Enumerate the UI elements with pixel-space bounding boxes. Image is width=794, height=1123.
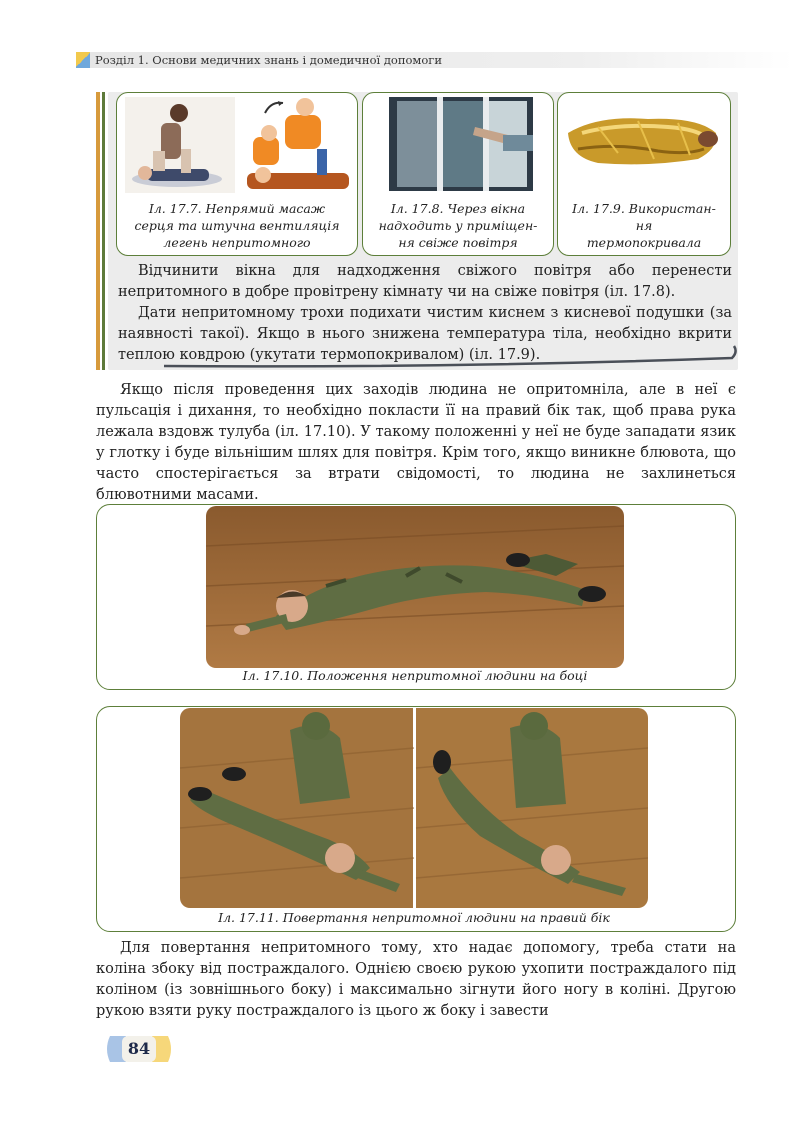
chapter-header <box>76 52 794 68</box>
cpr-illustration <box>117 93 357 193</box>
panel-paragraph: Відчинити вікна для надходження свіжого повітря або перенести непритомного в добре провітрену кімнату чи на свіже повітря (іл. 17.8). <box>118 263 732 300</box>
figure-17-8 <box>362 92 554 256</box>
figure-17-7 <box>116 92 358 256</box>
caption-line: Іл. 17.9. Використан- <box>572 201 716 216</box>
caption-line: Іл. 17.8. Через вікна <box>390 201 526 216</box>
figure-caption <box>363 200 553 251</box>
caption-line: ня свіже повітря <box>398 235 518 250</box>
chapter-title: Розділ 1. Основи медичних знань і домедичної допомоги <box>95 53 442 67</box>
recovery-position-photo <box>206 506 624 668</box>
figure-caption <box>558 200 730 251</box>
turning-patient-photo <box>180 708 648 908</box>
figure-caption: Іл. 17.11. Повертання непритомної людини на правий бік <box>218 910 610 925</box>
figure-17-10-photo <box>206 506 624 668</box>
caption-line: надходить у приміщен- <box>378 218 538 233</box>
caption-line: легень непритомного <box>163 235 311 250</box>
thermal-blanket-illustration <box>558 93 730 193</box>
accent-bar-green <box>102 92 105 370</box>
paragraph: Для повертання непритомного тому, хто надає допомогу, треба стати на коліна збоку від постраждалого. Однією своєю рукою ухопити постраждалого під коліном (із зовнішнього боку) і максимально зігнути його ногу в коліні. Другою рукою взяти руку постраждалого із цього ж боку і завести <box>96 940 736 1019</box>
caption-line: ня <box>635 218 653 233</box>
body-paragraph-1 <box>96 380 736 506</box>
caption-line: серця та штучна вентиляція <box>134 218 340 233</box>
accent-bar <box>96 92 100 370</box>
figure-17-9 <box>557 92 731 256</box>
figure-17-11-photo <box>180 708 648 908</box>
paragraph: Якщо після проведення цих заходів людина не опритомніла, але в неї є пульсація і дихання, то необхідно покласти її на правий бік так, щоб права рука лежала вздовж тулуба (іл. 17.10). У такому положенні у неї не буде западати язик у глотку і буде вільнішим шлях для повітря. Крім того, якщо виникне блювота, що часто спостерігається за втрати свідомості, то людина не захлинеться блювотними масами. <box>96 382 736 503</box>
window-illustration <box>363 93 553 193</box>
body-paragraph-2 <box>96 938 736 1022</box>
panel-paragraph: Дати непритомному трохи подихати чистим киснем з кисневої подушки (за наявності такої). Якщо в нього знижена температура тіла, необхідно вкрити теплою ковдрою (укутати термопокривалом) (іл. 17.9). <box>118 305 732 363</box>
chapter-mark-icon <box>76 52 90 68</box>
caption-line: Іл. 17.7. Непрямий масаж <box>148 201 326 216</box>
caption-line: термопокривала <box>586 235 702 250</box>
figure-caption: Іл. 17.10. Положення непритомної людини на боці <box>242 668 588 683</box>
page-number: 84 <box>127 1039 151 1058</box>
decorative-swoosh <box>160 344 740 370</box>
figure-caption <box>117 200 357 251</box>
